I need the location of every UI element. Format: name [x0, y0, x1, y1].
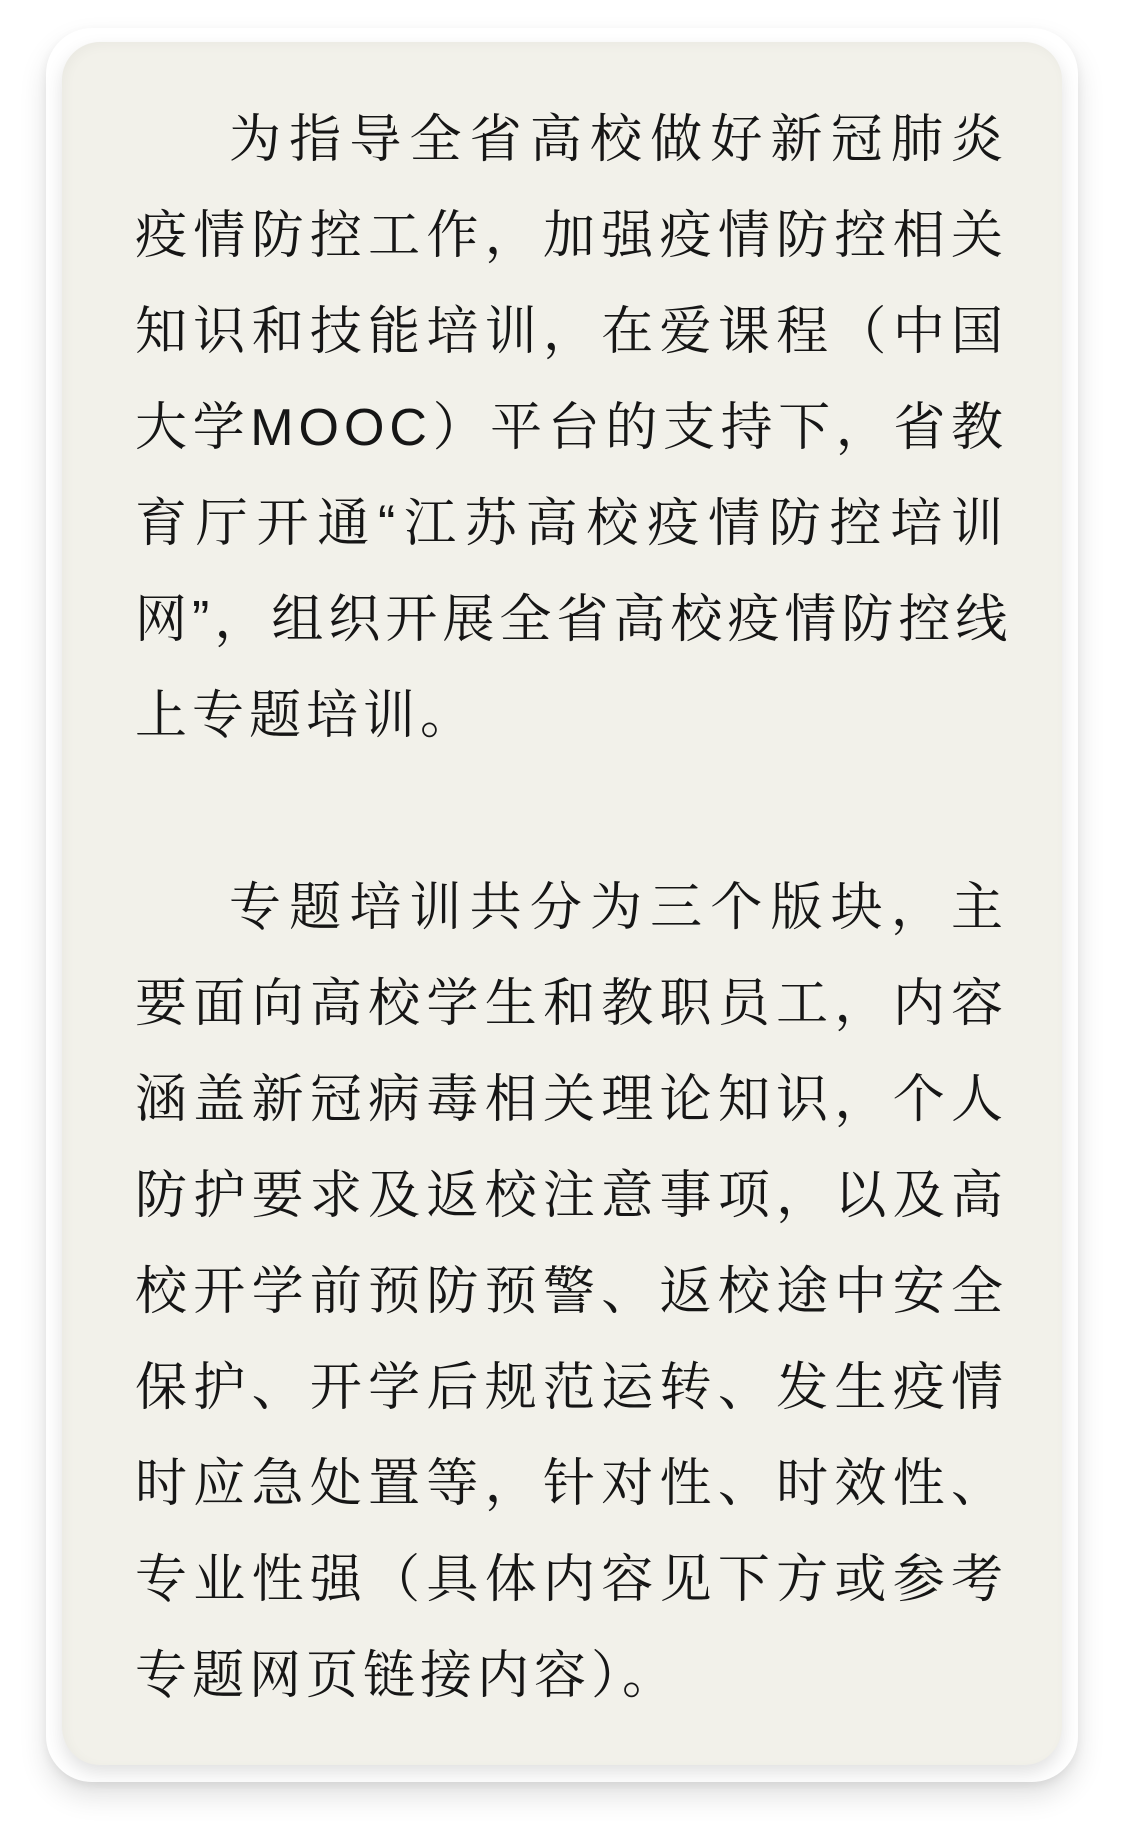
text-line: 保护、开学后规范运转、发生疫情 [135, 1359, 1008, 1417]
paragraph [135, 860, 1008, 1724]
text-line: 为指导全省高校做好新冠肺炎 [229, 111, 1008, 169]
text-line: 大学MOOC）平台的支持下，省教 [135, 399, 1008, 457]
article-card [62, 42, 1062, 1765]
article-text [135, 92, 1013, 1724]
text-line: 时应急处置等，针对性、时效性、 [135, 1455, 1008, 1513]
text-line: 知识和技能培训，在爱课程（中国 [135, 303, 1008, 361]
text-line: 专业性强（具体内容见下方或参考 [135, 1551, 1008, 1609]
text-line: 网”，组织开展全省高校疫情防控线 [135, 591, 1013, 649]
text-line: 专题培训共分为三个版块，主 [229, 879, 1008, 937]
paragraph [135, 92, 1013, 764]
text-line: 专题网页链接内容）。 [135, 1647, 680, 1705]
text-line: 疫情防控工作，加强疫情防控相关 [135, 207, 1008, 265]
text-line: 校开学前预防预警、返校途中安全 [135, 1263, 1008, 1321]
text-line: 要面向高校学生和教职员工，内容 [135, 975, 1008, 1033]
text-line: 育厅开通“江苏高校疫情防控培训 [135, 495, 1008, 553]
text-line: 涵盖新冠病毒相关理论知识，个人 [135, 1071, 1008, 1129]
text-line: 上专题培训。 [135, 687, 478, 745]
text-line: 防护要求及返校注意事项，以及高 [135, 1167, 1008, 1225]
